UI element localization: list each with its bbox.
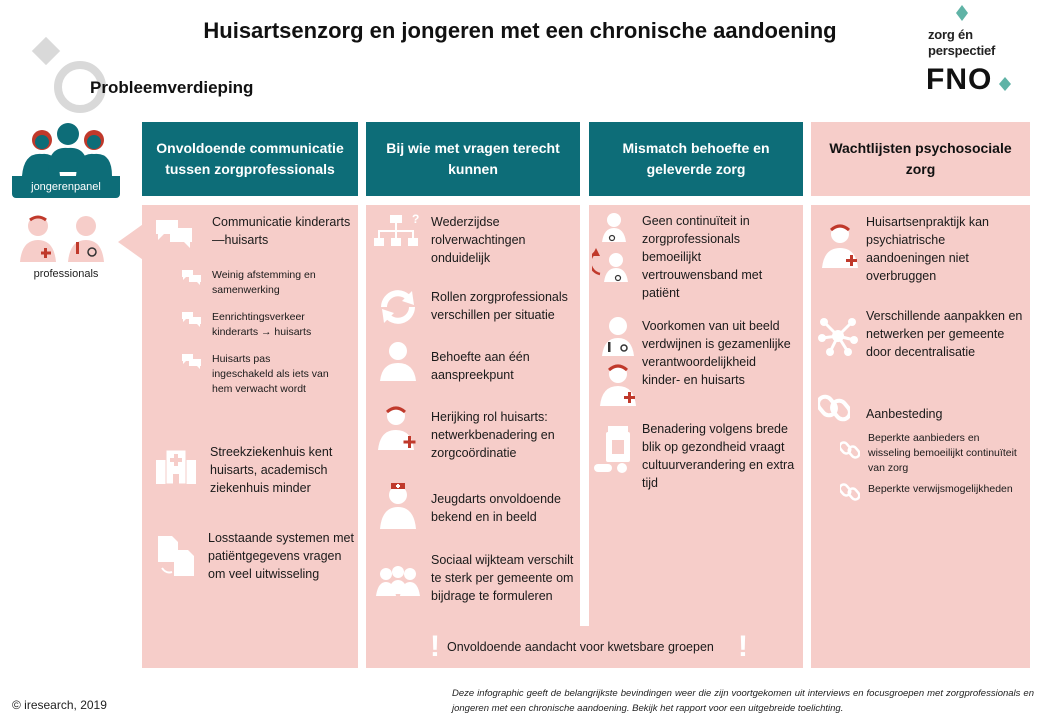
small-chat-icon bbox=[181, 310, 203, 328]
list-item: Huisartsenpraktijk kan psychiatrische aandoeningen niet overbruggen bbox=[866, 215, 989, 283]
list-item: Verschillende aanpakken en netwerken per gemeente door decentralisatie bbox=[866, 309, 1023, 359]
doctors-pair-icon bbox=[596, 316, 640, 408]
list-item: Sociaal wijkteam verschilt te sterk per gemeente om bijdrage te formuleren bbox=[431, 553, 574, 603]
medicine-icon bbox=[592, 424, 636, 474]
doctor-icon bbox=[376, 404, 420, 452]
small-chat-icon bbox=[181, 268, 203, 286]
list-item: Benadering volgens brede blik op gezondheid vraagt cultuurverandering en extra tijd bbox=[642, 422, 795, 490]
nurse-icon bbox=[378, 481, 418, 529]
person-icon bbox=[378, 341, 418, 381]
list-item: Jeugdarts onvoldoende bekend en in beeld bbox=[431, 492, 561, 524]
small-chain-icon bbox=[840, 440, 860, 460]
list-item: Weinig afstemming en samenwerking bbox=[212, 269, 316, 296]
brand-logo bbox=[918, 3, 1028, 103]
list-item: Losstaande systemen met patiëntgegevens vragen om veel uitwisseling bbox=[208, 531, 354, 581]
logo-line2: perspectief bbox=[928, 43, 996, 58]
list-item: Geen continuïteit in zorgprofessionals bemoeilijkt vertrouwensband met patiënt bbox=[642, 214, 763, 300]
svg-text:?: ? bbox=[412, 213, 420, 226]
doctors-exchange-icon bbox=[592, 212, 632, 284]
exclamation-icon: ! bbox=[738, 630, 748, 663]
list-item: Rollen zorgprofessionals verschillen per situatie bbox=[431, 290, 568, 322]
list-item: Communicatie kinderarts—huisarts bbox=[212, 215, 351, 247]
group-icon bbox=[374, 566, 422, 598]
org-chart-icon bbox=[374, 213, 422, 253]
column-header-mismatch: Mismatch behoefte en geleverde zorg bbox=[589, 122, 803, 196]
bottom-note: Onvoldoende aandacht voor kwetsbare groepen bbox=[447, 640, 714, 654]
list-item: Aanbesteding bbox=[866, 407, 943, 421]
hospital-icon bbox=[154, 446, 198, 486]
documents-icon bbox=[154, 534, 198, 578]
list-item: Beperkte aanbieders en wisseling bemoeilijkt continuïteit van zorg bbox=[868, 432, 1017, 474]
network-icon bbox=[818, 316, 858, 356]
column-header-questions: Bij wie met vragen terecht kunnen bbox=[366, 122, 580, 196]
list-item: Eenrichtingsverkeer kinderarts → huisarts bbox=[212, 311, 312, 338]
page-title: Huisartsenzorg en jongeren met een chronische aandoening bbox=[203, 18, 837, 43]
small-chat-icon bbox=[181, 352, 203, 370]
footnote: Deze infographic geeft de belangrijkste bevindingen weer die zijn voortgekomen uit interviews en focusgroepen met zorgprofessionals en jongeren met een chronische aandoening. Bekijk het rapport voor een uitgebreide toelichting. bbox=[452, 688, 1034, 714]
youth-panel-label: jongerenpanel bbox=[12, 176, 120, 198]
small-chain-icon bbox=[840, 482, 860, 502]
list-item: Huisarts pas ingeschakeld als iets van hem verwacht wordt bbox=[212, 353, 329, 395]
cycle-arrows-icon bbox=[376, 287, 420, 327]
list-item: Streekziekenhuis kent huisarts, academisch ziekenhuis minder bbox=[210, 445, 333, 495]
logo-line1: zorg én bbox=[928, 27, 973, 42]
column-header-communication: Onvoldoende communicatie tussen zorgprofessionals bbox=[142, 122, 358, 196]
list-item: Beperkte verwijsmogelijkheden bbox=[868, 483, 1013, 495]
list-item: Voorkomen van uit beeld verdwijnen is gezamenlijke verantwoordelijkheid kinder- en huisarts bbox=[642, 319, 791, 387]
column-header-waitlists: Wachtlijsten psychosociale zorg bbox=[811, 122, 1030, 196]
logo-fno: FNO bbox=[926, 63, 993, 96]
logo-mark-icon bbox=[952, 3, 972, 23]
magnifier-icon bbox=[30, 35, 110, 115]
chain-icon bbox=[818, 392, 850, 424]
list-item: Herijking rol huisarts: netwerkbenadering en zorgcoördinatie bbox=[431, 410, 555, 460]
doctor-icon bbox=[818, 222, 862, 270]
logo-mark-small-icon bbox=[996, 75, 1014, 93]
section-subtitle: Probleemverdieping bbox=[90, 78, 254, 97]
professionals-label: professionals bbox=[33, 268, 99, 280]
copyright: © iresearch, 2019 bbox=[12, 698, 107, 712]
exclamation-icon: ! bbox=[430, 630, 440, 663]
professionals-icon bbox=[14, 212, 114, 264]
list-item: Wederzijdse rolverwachtingen onduidelijk bbox=[431, 215, 526, 265]
list-item: Behoefte aan één aanspreekpunt bbox=[431, 350, 530, 382]
chat-bubbles-icon bbox=[154, 216, 194, 248]
